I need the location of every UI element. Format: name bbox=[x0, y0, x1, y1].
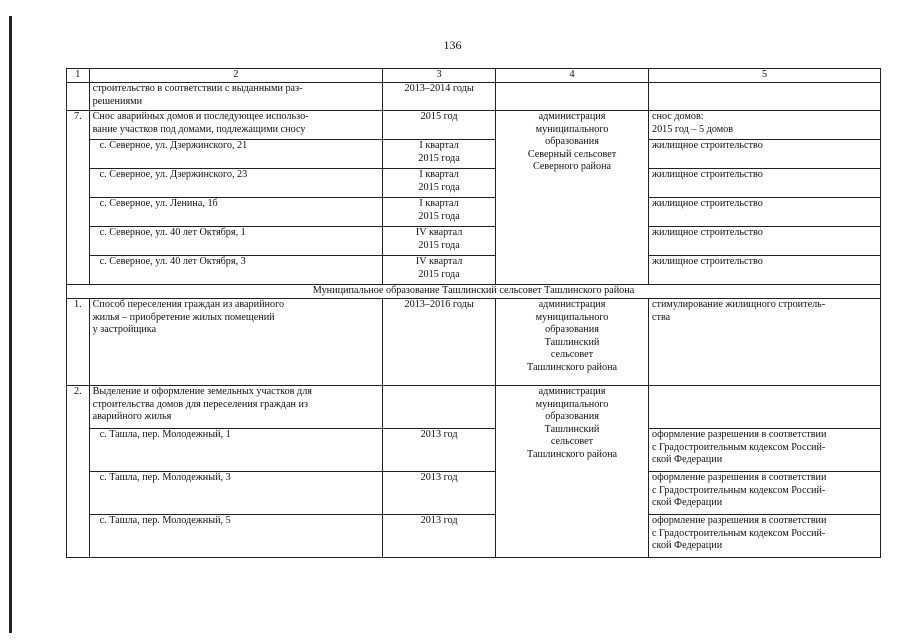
cell-period: 2013 год bbox=[383, 429, 496, 472]
table-row bbox=[67, 386, 881, 429]
cell-num: 7. bbox=[67, 111, 90, 285]
cell-measure: Способ переселения граждан из аварийного жилья – приобретение жилых помещений у застройщика bbox=[89, 299, 383, 386]
column-number: 4 bbox=[496, 69, 649, 83]
cell-address: с. Ташла, пер. Молодежный, 3 bbox=[89, 472, 383, 515]
column-number: 1 bbox=[67, 69, 90, 83]
section-row bbox=[67, 285, 881, 299]
program-table bbox=[66, 68, 881, 558]
section-title: Муниципальное образование Ташлинский сельсовет Ташлинского района bbox=[67, 285, 881, 299]
cell-num: 1. bbox=[67, 299, 90, 386]
table-row bbox=[67, 83, 881, 111]
binding-edge-line bbox=[9, 16, 12, 633]
cell-num: 2. bbox=[67, 386, 90, 558]
page-number: 136 bbox=[443, 38, 462, 52]
column-number-row bbox=[67, 69, 881, 83]
cell-num bbox=[67, 83, 90, 111]
cell-measure: Выделение и оформление земельных участков для строительства домов для переселения граждан из аварийного жилья bbox=[89, 386, 383, 429]
cell-period bbox=[383, 386, 496, 429]
table-row bbox=[67, 515, 881, 558]
column-number: 3 bbox=[383, 69, 496, 83]
cell-result: оформление разрешения в соответствии с Градостроительным кодексом Россий- ской Федерации bbox=[648, 429, 880, 472]
cell-result: жилищное строительство bbox=[648, 256, 880, 285]
cell-address: с. Северное, ул. Дзержинского, 23 bbox=[89, 169, 383, 198]
cell-result bbox=[648, 83, 880, 111]
cell-period: 2015 год bbox=[383, 111, 496, 140]
cell-result: жилищное строительство bbox=[648, 169, 880, 198]
table-row bbox=[67, 227, 881, 256]
cell-executor: администрация муниципального образования Ташлинский сельсовет Ташлинского района bbox=[496, 386, 649, 558]
table-row bbox=[67, 256, 881, 285]
cell-result: жилищное строительство bbox=[648, 140, 880, 169]
cell-result bbox=[648, 386, 880, 429]
cell-result: снос домов: 2015 год – 5 домов bbox=[648, 111, 880, 140]
table-row bbox=[67, 429, 881, 472]
table-row bbox=[67, 299, 881, 386]
cell-address: с. Северное, ул. Ленина, 1б bbox=[89, 198, 383, 227]
cell-address: с. Северное, ул. Дзержинского, 21 bbox=[89, 140, 383, 169]
table-row bbox=[67, 198, 881, 227]
cell-result: жилищное строительство bbox=[648, 227, 880, 256]
cell-period: 2013 год bbox=[383, 515, 496, 558]
column-number: 5 bbox=[648, 69, 880, 83]
cell-period: 2013–2016 годы bbox=[383, 299, 496, 386]
cell-period: I квартал 2015 года bbox=[383, 169, 496, 198]
cell-result: жилищное строительство bbox=[648, 198, 880, 227]
table-row bbox=[67, 111, 881, 140]
cell-address: с. Ташла, пер. Молодежный, 5 bbox=[89, 515, 383, 558]
cell-result: оформление разрешения в соответствии с Градостроительным кодексом Россий- ской Федерации bbox=[648, 515, 880, 558]
cell-executor: администрация муниципального образования Северный сельсовет Северного района bbox=[496, 111, 649, 285]
cell-address: с. Северное, ул. 40 лет Октября, 3 bbox=[89, 256, 383, 285]
cell-period: 2013–2014 годы bbox=[383, 83, 496, 111]
cell-address: с. Северное, ул. 40 лет Октября, 1 bbox=[89, 227, 383, 256]
table-row bbox=[67, 472, 881, 515]
table-row bbox=[67, 169, 881, 198]
column-number: 2 bbox=[89, 69, 383, 83]
cell-executor bbox=[496, 83, 649, 111]
cell-executor: администрация муниципального образования Ташлинский сельсовет Ташлинского района bbox=[496, 299, 649, 386]
cell-address: с. Ташла, пер. Молодежный, 1 bbox=[89, 429, 383, 472]
cell-period: I квартал 2015 года bbox=[383, 198, 496, 227]
cell-result: оформление разрешения в соответствии с Градостроительным кодексом Россий- ской Федерации bbox=[648, 472, 880, 515]
cell-period: IV квартал 2015 года bbox=[383, 227, 496, 256]
table-row bbox=[67, 140, 881, 169]
cell-period: I квартал 2015 года bbox=[383, 140, 496, 169]
cell-result: стимулирование жилищного строитель- ства bbox=[648, 299, 880, 386]
cell-measure: строительство в соответствии с выданными раз- решениями bbox=[89, 83, 383, 111]
cell-period: 2013 год bbox=[383, 472, 496, 515]
cell-measure: Снос аварийных домов и последующее использо- вание участков под домами, подлежащими сносу bbox=[89, 111, 383, 140]
cell-period: IV квартал 2015 года bbox=[383, 256, 496, 285]
